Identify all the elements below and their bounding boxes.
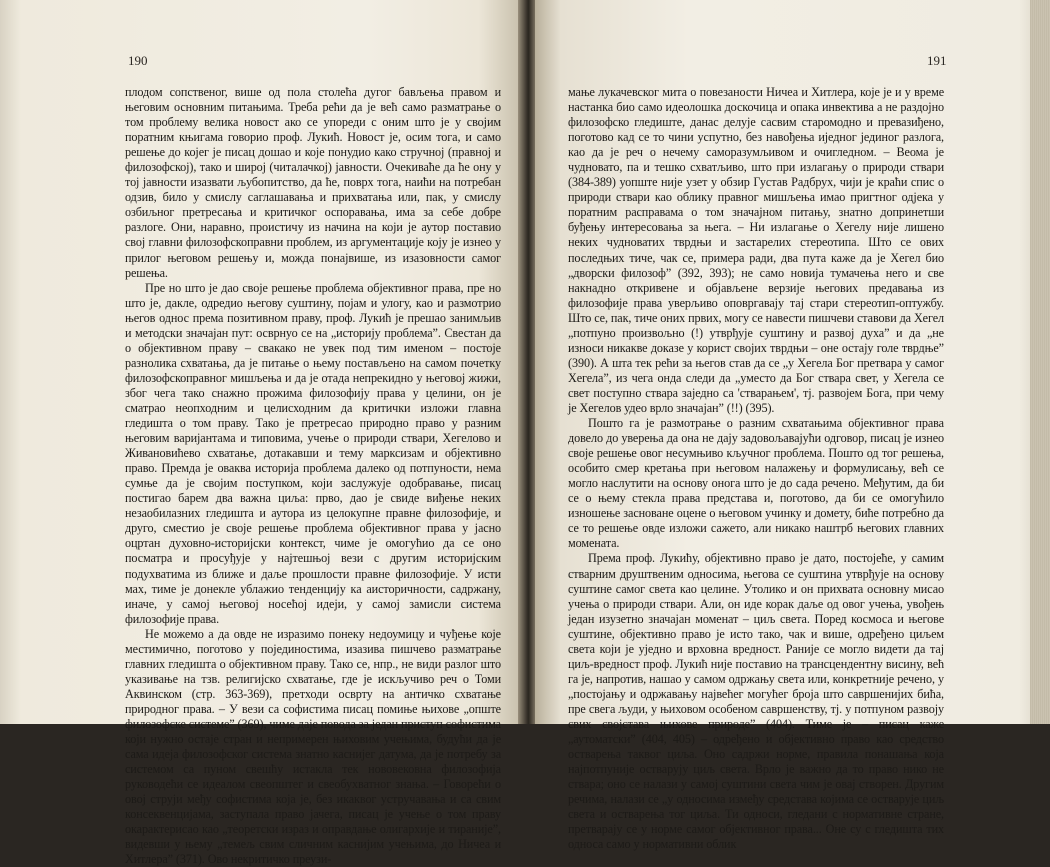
left-page-number: 190 bbox=[128, 53, 148, 68]
right-page-number: 191 bbox=[927, 53, 947, 68]
right-paragraph-2: Пошто га је размотрање о разним схватањима објективног права довело до уверења да она не дају задовољавајући одговор, писац је изнео своје решење овог несумњиво кључног проблема. Пошто од тог решења, особито смер кретања при његовом налажењу и формулисању, већ се могло наслутити на основу онога што је до сада речено. Међутим, да би се о њему стекла права представа и, поготово, да би се омогућило изношење заснованe оцене о његовом учинку и домету, биће потребно да се то решење овде изложи сажето, али никако наштрб његових главних момената. bbox=[568, 416, 944, 551]
right-page-text bbox=[568, 85, 944, 852]
right-paragraph-1: мање лукачевског мита о повезаности Ничеа и Хитлера, које је и у време настанка био само идеолошка доскочица и опака инвектива а не раздојно филозофско гледиште, данас делује сасвим старомодно и превазиђено, поготово кад се то чини успутно, без навођења иједног јединог разлога, као да је реч о нечему саморазумљивом и очигледном. – Веома је чудновато, па и тешко схватљиво, што при излагању о природи ствари (384-389) уопште није узет у обзир Густав Радбрух, чији је краћи спис о природи ствари као облику правног мишљења имао пригтног одјека у поратним расправама о том значајном питању, знатно допринетши буђењу интересовања за њега. – Ни излагање о Хегелу није лишено неких чудноватих тврдњи и застарелих стереотипа. Што се ових последњих тиче, чак се, примера ради, два пута каже да је Хегел био „дворски филозоф” (392, 393); не само новија тумачења него и све накнадно откривене и објављене верзије његових предавања из филозофије права уверљиво оповргавају тај стари стереотип-оптужбу. Што се, пак, тиче оних првих, могу се навести пишчеви ставови да Хегел „потпуно произвољно (!) утврђује суштину и развој духа” и да „не износи никакве доказе у корист својих тврдњи – оне остају голе тврдње” (390). А шта тек рећи за његов став да се „у Хегела Бог претвара у самог Хегела”, из чега онда следи да „уместо да Бог ствара свет, у Хегела се свет поступно ствара заједно са 'стварањем', тј. развојем Бога, при чему је Хегелов удео врло значајан” (!!) (395). bbox=[568, 85, 944, 415]
right-paragraph-3: Према проф. Лукићу, објективно право је дато, постојеће, у самим стварним друштвеним односима, његова се суштина утврђује на основу суштине самог света као целине. Утолико и он прихвата основну мисао учења о природи ствари. Али, он иде корак даље од овог учења, увођењ један изузетно значајан моменат – циљ света. Поред космоса и његове суштине, објективно право је исто тако, чак и више, одређено циљем света који је уједно и врховна вредност. Раније се могло видети да тај циљ-вредност проф. Лукић није поставио на трансцендентну висину, већ га је, напротив, нашао у самом одржању света или, конкретније речено, у „постојању и одржавању највећег могућег броја што савршенијих бића, пре свега људи, у њиховом особеном савршенству, тј. у потпуном развоју свих својстава њихове природе” (404). Тиме је – писац каже „аутоматски” (404, 405) – одређено и објективно право као средство остварења таквог циља. Оно садржи норме, правила понашања која најпотпуније остварују циљ света. Врло је важно да то право нико не ствара; оно се налази у самој суштини света чим је овај створен. Другим речима, налази се „у односима између средстава којима се остварује циљ света и остварења тог циља. Ти односи, гледани с нормативне стране, претварају се у норме самог објективног права... Оне су с гледишта тих односа само у нормативни облик bbox=[568, 551, 944, 852]
left-paragraph-2: Пре но што је дао своје решење проблема објективног права, пре но што је, дакле, одредио његову суштину, појам и улогу, као и размотрио његов однос према позитивном праву, проф. Лукић је прешао занимљив и методски значајан пут: осврнуо се на „историју проблема”. Свестан да о објективном праву – свакако не увек под тим именом – постоје разнолика схватања, да је питање о њему постављено на самом почетку филозофскоправног мишљења и да је отада непрекидно у његовој жижи, због чега тако снажно прожима филозофију права у целини, он је сматрао неопходним и целисходним да критички изложи главна гледишта о том праву. Тако је претресао природно право у разним његовим варијантама и типовима, учење о природи ствари, Хегелово и Живановићево схватање, дотакавши и тему марксизам и објективно право. Премда је оваква историја проблема далеко од потпуности, нема сумње да је својим поступком, који заслужује одобравање, писац постигао барем два важна циља: прво, дао је свиде виђење неких незаобилазних гледишта и аутора из целокупне правне филозофије, и друго, сместио је своје решење проблема објективног права у јасно оцртан духовно-историјски контекст, чиме је омогућио да се оно посматра и просуђује у најтешњој вези с другим историјским подухватима из ближе и даље прошлости правне филозофије. У исти мах, тиме је донекле ублажио тенденцију ка аисторичности, садржану, иначе, у самој његовој носећој идеји, у самој замисли система филозофије права. bbox=[125, 280, 501, 626]
left-page bbox=[0, 0, 520, 867]
left-page-text bbox=[125, 85, 501, 867]
left-paragraph-1: плодом сопственог, више од пола столећа дугог бављења правом и његовим основним питањима. Треба рећи да је већ само разматрање о том проблему велика новост ако се упореди с оним што је у својим поратним књигама говорио проф. Лукић. Новост је, осим тога, и само решење до којег је писац дошао и које понудио како стручној (правној и филозофској), тако и широј (читалачкој) јавности. Очекиваће да ће ону у тој јавности изазвати љубопитство, да ће, поврх тога, наићи на потребан одзив, било у смислу саглашавања и прихватања или, пак, у смислу озбиљног претресања и критичког оспоравања, има за себе добре разлоге. Они, наравно, проистичу из начина на који је аутор поставио свој главни филозофскоправни проблем, из аргументације коју је изнео у прилог његовом решењу и, можда понајвише, из изазовности самог решења. bbox=[125, 85, 501, 280]
page-edges-right bbox=[1030, 0, 1050, 724]
right-page bbox=[535, 0, 1050, 852]
left-paragraph-3: Не можемо а да овде не изразимо понеку недоумицу и чуђење које местимично, поготово у појединостима, изазива пишчево разматрање главних гледишта о објективном праву. Тако се, нпр., не види разлог што указивање на тзв. религијско схватање, где је искључиво реч о Томи Аквинском (стр. 363-369), претходи осврту на античко схватање природног права. – У вези са софистима писац помиње њихове „опште филозофске системе” (369), чиме даје повода за један приступ софистима који нужно остаје стран и непримерен њиховим учењима, будући да је сама идеја филозофског система знатно каснијег датума, да је потребу за системом са пуном свешћу истакла тек нововековна филозофија руководећи се идеалом свеопштег и свеобухватног знања. – Говорећи о овој струји међу софистима која је, без икаквог устручавања и са свим консеквенцијама, заступала право јачега, писац је учење о том праву окарактерисао као „теоретски израз и оправдање олигархије и тираније”, видевши у њему „темељ свим сличним каснијим учењима, до Ничеа и Хитлера” (371). Ово некритичко преузи- bbox=[125, 626, 501, 867]
